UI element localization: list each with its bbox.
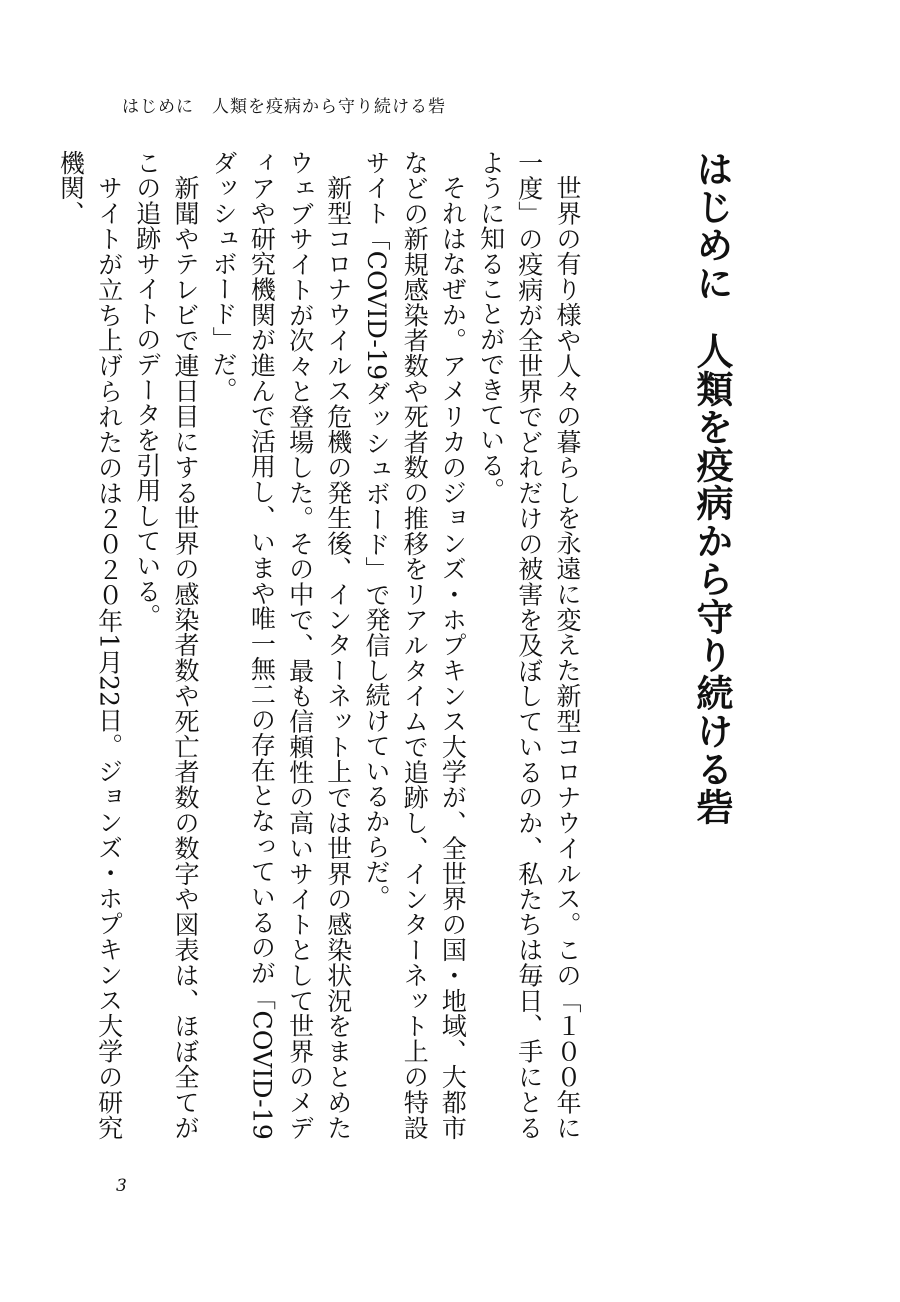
paragraph: 新聞やテレビで連日目にする世界の感染者数や死亡者数の数字や図表は、ほぼ全てがこの追跡サイトのデータを引用している。 bbox=[132, 150, 200, 1140]
running-header-section: はじめに bbox=[122, 97, 194, 117]
running-header-title: 人類を疫病から守り続ける砦 bbox=[212, 97, 446, 117]
chapter-title-text: 人類を疫病から守り続ける砦 bbox=[690, 332, 734, 826]
page-number: 3 bbox=[116, 1176, 127, 1196]
chapter-label: はじめに bbox=[690, 150, 734, 302]
paragraph: サイトが立ち上げられたのは２０２０年1月22日。ジョンズ・ホプキンス大学の研究機関、 bbox=[56, 150, 124, 1140]
running-header bbox=[122, 92, 446, 117]
paragraph: 世界の有り様や人々の暮らしを永遠に変えた新型コロナウイルス。この「１００年に一度」の疫病が全世界でどれだけの被害を及ぼしているのか、私たちは毎日、手にとるように知ることができている。 bbox=[476, 150, 582, 1140]
chapter-title bbox=[686, 150, 738, 826]
body-text bbox=[56, 150, 586, 1140]
paragraph: 新型コロナウイルス危機の発生後、インターネット上では世界の感染状況をまとめたウェブサイトが次々と登場した。その中で、最も信頼性の高いサイトとして世界のメディアや研究機関が進んで活用し、いまや唯一無二の存在となっているのが「COVID-19ダッシュボード」だ。 bbox=[209, 150, 353, 1140]
paragraph: それはなぜか。アメリカのジョンズ・ホプキンス大学が、全世界の国・地域、大都市などの新規感染者数や死者数の推移をリアルタイムで追跡し、インターネット上の特設サイト「COVID-19ダッシュボード」で発信し続けているからだ。 bbox=[361, 150, 468, 1140]
